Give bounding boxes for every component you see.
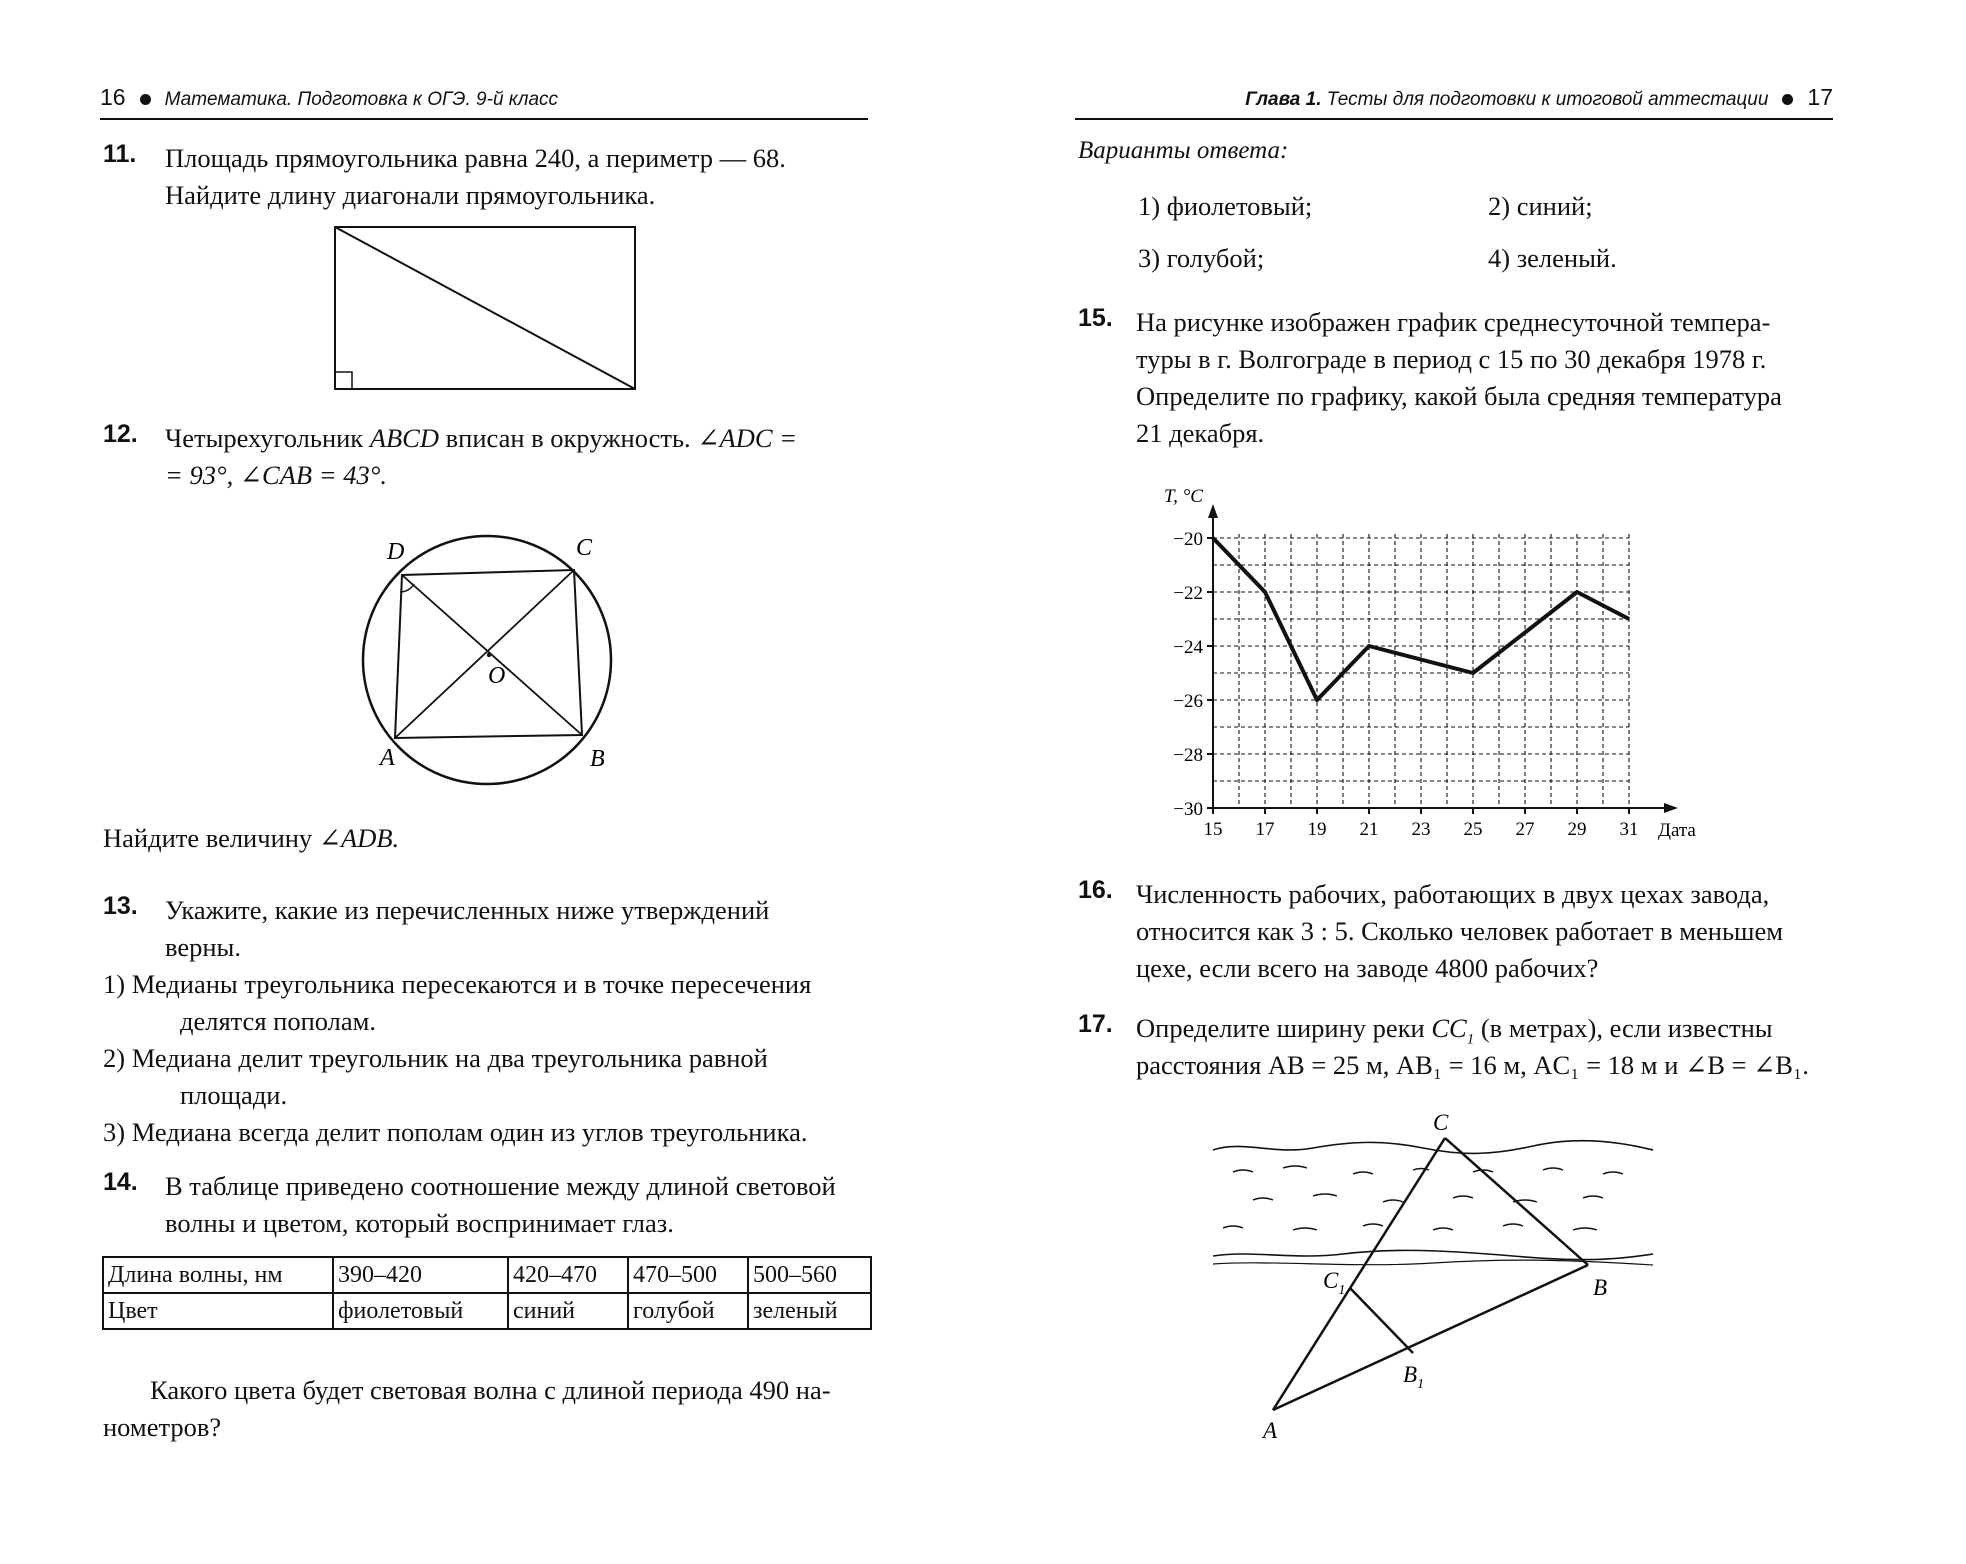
answers-title: Варианты ответа:	[1078, 137, 1289, 164]
q12-line2: = 93°, ∠CAB = 43°.	[165, 460, 387, 490]
label-B1-sub: 1	[1417, 1377, 1425, 1392]
q16-line2: относится как 3 : 5. Сколько человек работает в меньшем	[1136, 916, 1783, 946]
q17-text-c: (в метрах), если известны	[1480, 1013, 1773, 1043]
label-C-river: C	[1433, 1110, 1449, 1135]
label-D: D	[387, 539, 405, 565]
q11-line1: Площадь прямоугольника равна 240, а периметр — 68.	[165, 143, 786, 173]
q15-line1: На рисунке изображен график среднесуточной темпера-	[1136, 307, 1771, 337]
q12-angle-adc: ∠ADC =	[697, 423, 798, 453]
wavelength-color-table	[102, 1256, 872, 1330]
q15-number: 15.	[1078, 304, 1113, 332]
right-page-number: 17	[1807, 84, 1833, 110]
q17-cc: CC	[1431, 1013, 1467, 1043]
q13-statement2: 2) Медиана делит треугольник на два треугольника равной	[103, 1043, 768, 1073]
q13-statement2-cont: площади.	[180, 1080, 288, 1110]
q14-question-line2: нометров?	[103, 1412, 222, 1442]
q12-quad-name: ABCD	[369, 423, 439, 453]
q12-text-c: вписан в окружность.	[445, 423, 691, 453]
q12-text-a: Четырехугольник	[165, 423, 364, 453]
y-tick-label: −24	[1173, 637, 1203, 658]
table-cell: голубой	[628, 1293, 748, 1329]
rectangle-diagram	[330, 220, 640, 395]
q14-number: 14.	[103, 1168, 138, 1196]
label-A-river: A	[1263, 1418, 1278, 1440]
q12-number: 12.	[103, 420, 138, 448]
answer-3: 3) голубой;	[1138, 243, 1265, 273]
q13-line2: верны.	[165, 932, 241, 962]
left-page-number: 16	[100, 84, 126, 110]
label-C1-main: C	[1323, 1268, 1339, 1293]
table-cell: синий	[508, 1293, 628, 1329]
y-axis-label: T, °C	[1164, 486, 1203, 507]
q15-line4: 21 декабря.	[1136, 418, 1265, 448]
y-tick-label: −26	[1173, 691, 1203, 712]
temperature-chart	[1158, 478, 1718, 853]
x-tick-label: 25	[1463, 819, 1483, 840]
bullet-icon	[1782, 94, 1793, 105]
table-row	[103, 1293, 871, 1329]
x-tick-label: 27	[1515, 819, 1535, 840]
label-C1	[1323, 1268, 1345, 1298]
chart-grid	[1213, 534, 1629, 808]
q16-line1: Численность рабочих, работающих в двух цехах завода,	[1136, 879, 1770, 909]
table-cell: зеленый	[748, 1293, 871, 1329]
q13-statement3: 3) Медиана всегда делит пополам один из углов треугольника.	[103, 1117, 808, 1147]
y-axis-arrow-icon	[1208, 504, 1218, 518]
label-B1	[1403, 1362, 1424, 1392]
label-B1-main: B	[1403, 1362, 1418, 1387]
q17-river-width	[1431, 1013, 1475, 1048]
q13-statement1-cont: делятся пополам.	[180, 1006, 377, 1036]
q14-line1: В таблице приведено соотношение между длиной световой	[165, 1171, 836, 1201]
table-cell: 500–560	[748, 1257, 871, 1293]
left-header-title: Математика. Подготовка к ОГЭ. 9-й класс	[164, 89, 559, 110]
q17-cc-sub: 1	[1466, 1031, 1475, 1048]
bullet-icon	[140, 94, 151, 105]
water-waves	[1223, 1166, 1623, 1230]
table-cell: Длина волны, нм	[103, 1257, 333, 1293]
x-tick-label: 21	[1359, 819, 1379, 840]
x-tick-label: 15	[1203, 819, 1223, 840]
right-page	[983, 0, 1966, 1564]
left-page-header	[100, 84, 868, 120]
q11-number: 11.	[103, 140, 137, 168]
river-triangle-diagram	[1213, 1110, 1683, 1440]
label-A: A	[380, 745, 395, 771]
label-B-river: B	[1593, 1275, 1608, 1300]
q12-find-text: Найдите величину	[103, 823, 313, 853]
q16-line3: цехе, если всего на заводе 4800 рабочих?	[1136, 953, 1599, 983]
table-row	[103, 1257, 871, 1293]
answer-4: 4) зеленый.	[1488, 243, 1617, 273]
q17-text-a: Определите ширину реки	[1136, 1013, 1425, 1043]
q17-number: 17.	[1078, 1010, 1113, 1038]
label-C: C	[576, 535, 593, 561]
q15-line3: Определите по графику, какой была средняя температура	[1136, 381, 1782, 411]
q12-find	[103, 820, 399, 857]
table-cell: 420–470	[508, 1257, 628, 1293]
answer-1: 1) фиолетовый;	[1138, 191, 1313, 221]
x-tick-label: 19	[1307, 819, 1327, 840]
table-cell: фиолетовый	[333, 1293, 508, 1329]
chart-axes	[1208, 504, 1678, 813]
label-C1-sub: 1	[1338, 1283, 1346, 1298]
y-tick-labels	[1173, 529, 1213, 820]
x-tick-labels	[1204, 808, 1639, 840]
y-tick-label: −22	[1173, 583, 1203, 604]
table-cell: Цвет	[103, 1293, 333, 1329]
q11-line2: Найдите длину диагонали прямоугольника.	[165, 180, 656, 210]
q13-line1: Укажите, какие из перечисленных ниже утверждений	[165, 895, 770, 925]
q13-number: 13.	[103, 892, 138, 920]
answer-2: 2) синий;	[1488, 191, 1593, 221]
q13-statement1: 1) Медианы треугольника пересекаются и в точке пересечения	[103, 969, 812, 999]
q12-find-angle: ∠ADB.	[318, 823, 400, 853]
y-tick-label: −30	[1173, 799, 1203, 820]
x-tick-label: 31	[1619, 819, 1639, 840]
x-axis-label: Дата	[1658, 820, 1696, 841]
table-cell: 390–420	[333, 1257, 508, 1293]
x-tick-label: 17	[1255, 819, 1275, 840]
q12-line1	[165, 420, 797, 457]
q16-number: 16.	[1078, 876, 1113, 904]
x-tick-label: 23	[1411, 819, 1431, 840]
table-cell: 470–500	[628, 1257, 748, 1293]
right-header-title: Тесты для подготовки к итоговой аттестации	[1326, 89, 1769, 110]
y-tick-label: −20	[1173, 529, 1203, 550]
q15-line2: туры в г. Волгограде в период с 15 по 30 декабря 1978 г.	[1136, 344, 1767, 374]
label-B: B	[590, 746, 605, 772]
q14-line2: волны и цветом, который воспринимает глаз.	[165, 1208, 674, 1238]
q17-line2: расстояния AB = 25 м, AB₁ = 16 м, AC₁ = 18 м и ∠B = ∠B₁.	[1136, 1050, 1809, 1080]
q14-question-line1: Какого цвета будет световая волна с длиной периода 490 на-	[150, 1375, 831, 1405]
right-page-header	[1075, 84, 1833, 120]
label-O: O	[488, 663, 506, 689]
y-tick-label: −28	[1173, 745, 1203, 766]
x-axis-arrow-icon	[1664, 803, 1678, 813]
x-tick-label: 29	[1567, 819, 1587, 840]
right-header-chapter: Глава 1.	[1245, 89, 1322, 110]
inscribed-quadrilateral-diagram	[350, 525, 630, 790]
